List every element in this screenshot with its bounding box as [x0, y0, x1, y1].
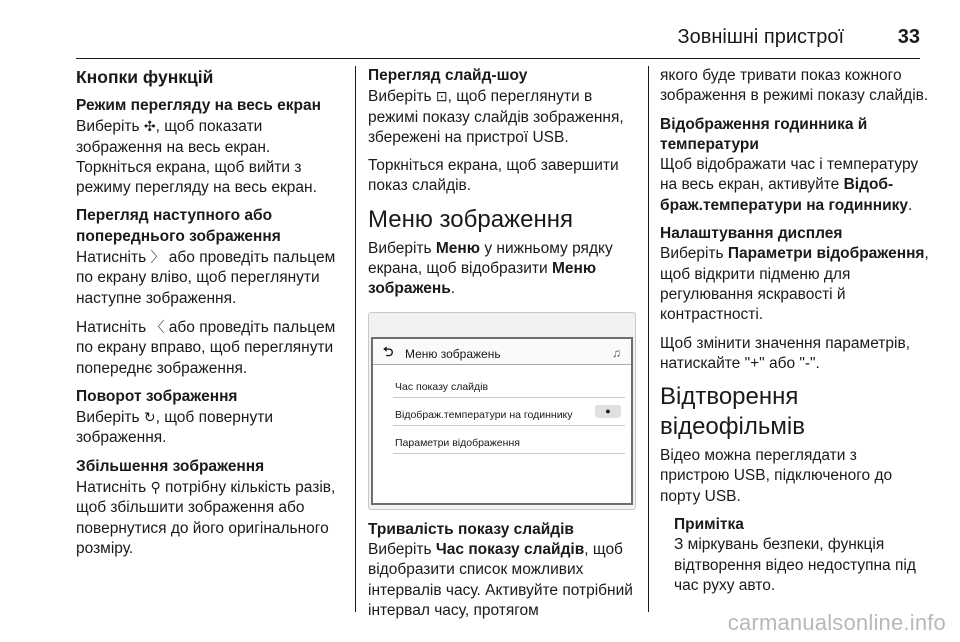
toggle-icon: ● [595, 405, 621, 418]
subsection-title: Перегляд наступного або попереднього зображення [76, 207, 281, 245]
menu-separator [393, 425, 625, 426]
chevron-left-icon: 〈 [150, 318, 165, 335]
text: Натисніть [76, 249, 151, 267]
screen-illustration [368, 312, 636, 510]
screen-title: Меню зображень [405, 346, 501, 361]
menu-item-display-settings: Параметри відображення [395, 436, 520, 449]
subsection-title: Налаштування дисплея [660, 225, 843, 243]
text: або проведіть пальцем по екрану вліво, щоб переглянути наступне зображення. [76, 249, 336, 307]
page-number: 33 [897, 26, 920, 48]
paragraph [76, 247, 348, 309]
text: , щоб відкрити підменю для регулювання яскравості й контрастності. [660, 245, 929, 324]
paragraph [660, 155, 930, 216]
paragraph [76, 317, 348, 379]
menu-separator [393, 453, 625, 454]
text: , щоб відобразити список можливих інтервалів часу. Активуйте потрібний інтервал часу, протягом [368, 540, 633, 619]
paragraph [76, 116, 348, 198]
subsection-title: Тривалість показу слайдів [368, 520, 574, 538]
text: , щоб переглянути в режимі показу слайдів зображення, збережені на пристрої USB. [368, 88, 624, 146]
column-divider [355, 66, 356, 612]
paragraph: якого буде тривати показ кожного зображення в режимі показу слайдів. [660, 67, 929, 105]
text: Виберіть [368, 88, 436, 106]
column-3 [660, 66, 930, 596]
column-divider [648, 66, 649, 612]
section-title: Кнопки функцій [76, 67, 214, 87]
text: Виберіть [76, 118, 144, 136]
section-title: Відтворення відеофільмів [660, 383, 805, 441]
text: , щоб показати зображення на весь екран. Торкніться екрана, щоб вийти з режиму перегляду на весь екран. [76, 118, 317, 197]
note-block [660, 515, 930, 596]
text: , щоб повернути зображення. [76, 409, 273, 447]
text: у нижньому рядку екрана, щоб відобразити [368, 239, 613, 278]
menu-item-clock-temp: Відображ.температури на годиннику [395, 408, 573, 421]
text: потрібну кількість разів, щоб збільшити зображення або повернутися до його оригінального розміру. [76, 479, 336, 557]
paragraph [76, 477, 348, 559]
zoom-icon: ⚲ [150, 479, 161, 496]
page-header [76, 26, 920, 60]
subsection-title: Збільшення зображення [76, 457, 265, 475]
column-2 [368, 66, 636, 629]
text: Виберіть [368, 239, 436, 257]
subsection-title: Режим перегляду на весь екран [76, 97, 321, 114]
subsection-title: Перегляд слайд-шоу [368, 67, 528, 84]
chevron-right-icon: 〉 [150, 249, 165, 266]
menu-item-slideshow-time: Час показу слайдів [395, 380, 489, 393]
text: Щоб відображати час і температуру на весь екран, активуйте [660, 156, 919, 194]
section-title: Меню зображення [368, 205, 573, 233]
text: Натисніть [76, 479, 151, 497]
text: Виберіть [368, 540, 436, 558]
text: або проведіть пальцем по екрану вправо, щоб переглянути попереднє зображення. [76, 318, 336, 377]
text: Виберіть [660, 245, 728, 263]
menu-term: Відоб-браж.температури на годиннику [660, 176, 908, 214]
music-note-icon: ♫ [612, 345, 621, 360]
paragraph [368, 540, 636, 621]
column-1 [76, 66, 348, 567]
subsection-title: Відображення годинника й температури [660, 115, 868, 153]
text: Натисніть [76, 318, 151, 336]
menu-term: Меню зображень [368, 260, 597, 298]
subsection-title: Поворот зображення [76, 387, 238, 405]
header-rule [76, 58, 920, 59]
menu-term: Меню [435, 239, 481, 257]
watermark-text: carmanualsonline.info [727, 610, 946, 635]
paragraph [660, 244, 930, 325]
text: Виберіть [76, 409, 144, 427]
fullscreen-icon: ✣ [143, 118, 156, 135]
screen-panel [371, 337, 633, 505]
menu-term: Час показу слайдів [435, 540, 585, 558]
slideshow-icon: ⊡ [435, 88, 448, 105]
menu-term: Параметри відображення [727, 245, 925, 263]
paragraph [76, 407, 348, 449]
text: . [908, 196, 913, 214]
paragraph: Відео можна переглядати з пристрою USB, підключеного до порту USB. [660, 447, 893, 505]
paragraph: Щоб змінити значення параметрів, натискайте "+" або "-". [660, 334, 911, 372]
menu-separator [393, 397, 625, 398]
rotate-icon: ↻ [143, 409, 156, 426]
paragraph [368, 86, 636, 148]
back-icon: ⮌ [383, 343, 394, 359]
chapter-title: Зовнішні пристрої [677, 26, 844, 48]
note-label: Примітка [674, 516, 744, 534]
text: . [450, 280, 456, 298]
screen-title-bar [373, 339, 631, 365]
paragraph [368, 239, 636, 300]
note-text: З міркувань безпеки, функція відтворення відео недоступна під час руху авто. [674, 536, 916, 594]
paragraph: Торкніться екрана, щоб завершити показ слайдів. [368, 157, 619, 195]
